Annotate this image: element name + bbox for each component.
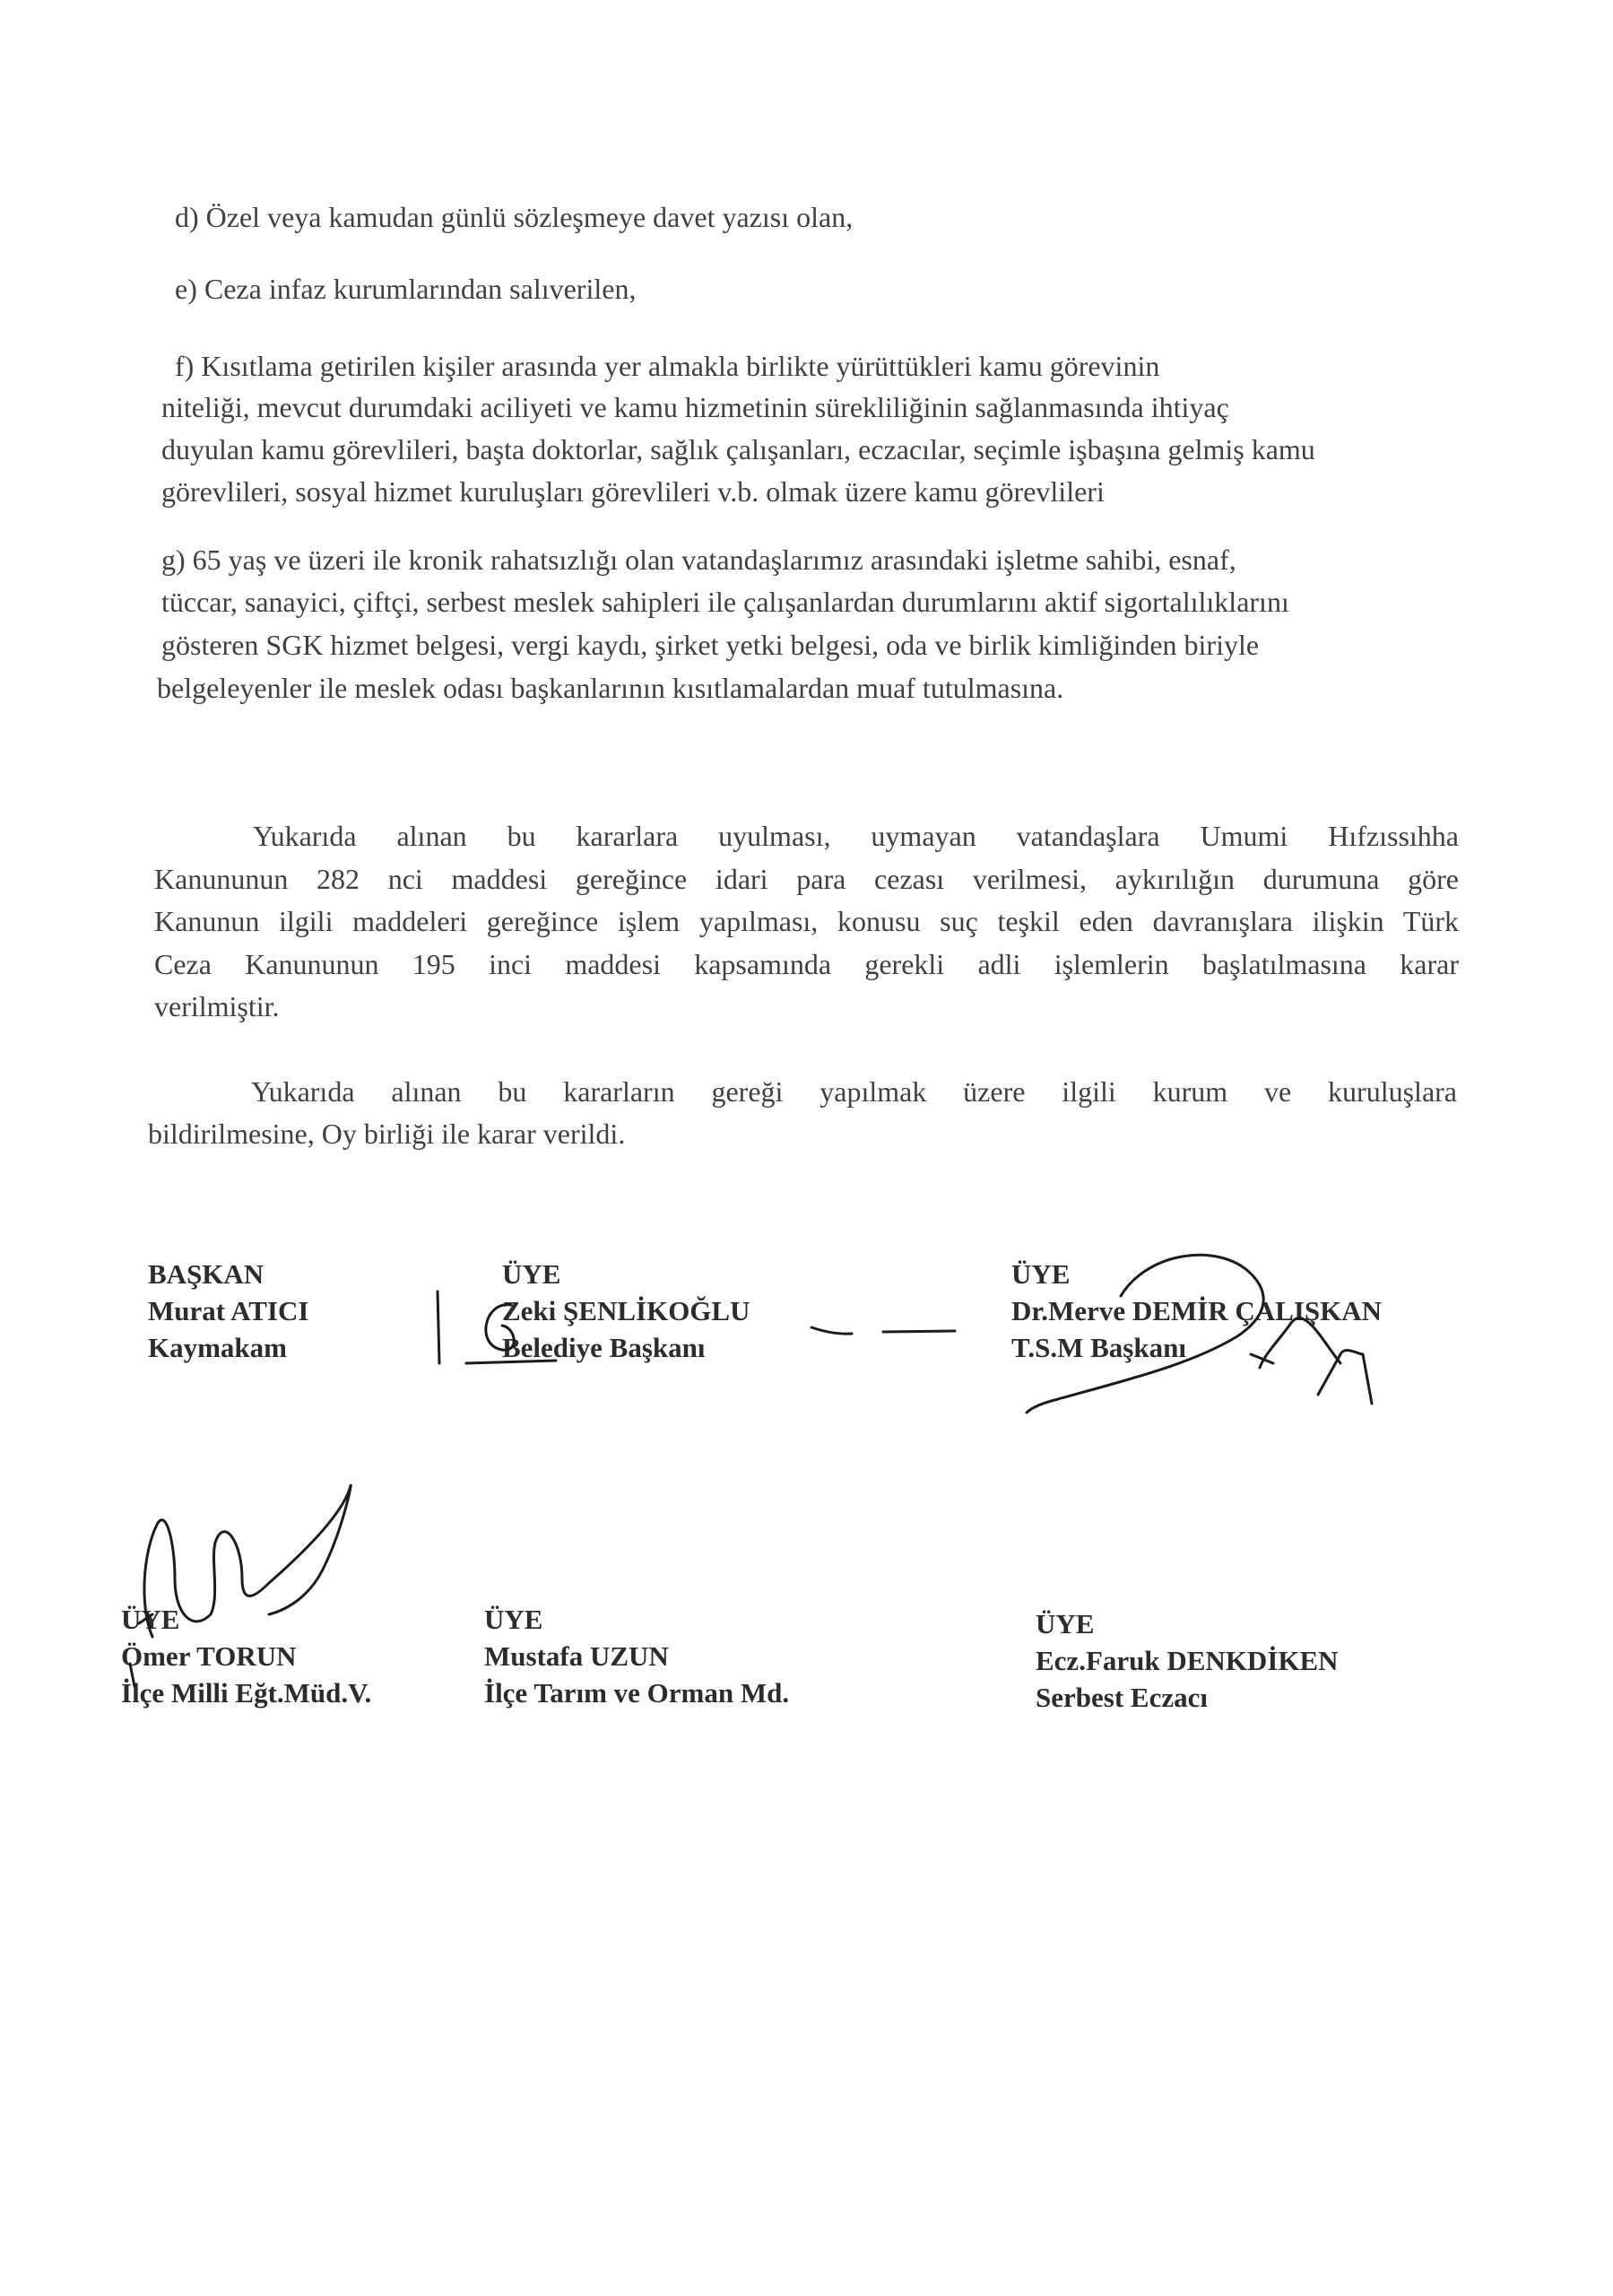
signatory-role: BAŞKAN [148,1258,264,1290]
signatory-milli-egitim [121,1601,371,1711]
signatory-title: İlçe Tarım ve Orman Md. [484,1677,790,1709]
signatory-eczaci [1036,1605,1339,1716]
signatory-title: İlçe Milli Eğt.Müd.V. [121,1677,372,1709]
notification-line-1: Yukarıda alınan bu kararların gereği yapılmak üzere ilgili kurum ve kuruluşlara [251,1075,1457,1108]
signatory-role: ÜYE [1011,1258,1071,1290]
signatory-tarim [484,1601,789,1711]
item-f-line-3: duyulan kamu görevlileri, başta doktorlar, sağlık çalışanları, eczacılar, seçimle işbaşına gelmiş kamu [161,433,1315,465]
signatory-title: Kaymakam [148,1332,287,1363]
item-f-line-1: f) Kısıtlama getirilen kişiler arasında yer almakla birlikte yürüttükleri kamu görevinin [175,350,1160,382]
signatory-role: ÜYE [121,1604,180,1635]
signatory-belediye [502,1256,750,1366]
decision-line-2: Kanununun 282 nci maddesi gereğince idari para cezası verilmesi, aykırılığın durumuna göre [154,863,1459,895]
decision-line-1: Yukarıda alınan bu kararlara uyulması, uymayan vatandaşlara Umumi Hıfzıssıhha [253,820,1459,852]
signatory-name: Dr.Merve DEMİR ÇALIŞKAN [1011,1295,1383,1326]
signatory-role: ÜYE [502,1258,561,1290]
signatory-title: Belediye Başkanı [502,1332,706,1363]
notification-line-2: bildirilmesine, Oy birliği ile karar verildi. [148,1118,626,1150]
signatory-name: Ecz.Faruk DENKDİKEN [1036,1645,1339,1676]
item-g-line-4: belgeleyenler ile meslek odası başkanlarının kısıtlamalardan muaf tutulmasına. [157,672,1064,704]
signatory-name: Ömer TORUN [121,1640,297,1672]
item-e: e) Ceza infaz kurumlarından salıverilen, [175,273,637,305]
decision-line-4: Ceza Kanununun 195 inci maddesi kapsamında gerekli adli işlemlerin başlatılmasına karar [154,948,1459,980]
signatory-title: Serbest Eczacı [1036,1682,1208,1713]
decision-line-3: Kanunun ilgili maddeleri gereğince işlem yapılması, konusu suç teşkil eden davranışlara ilişkin Türk [154,905,1459,937]
item-f-line-4: görevlileri, sosyal hizmet kuruluşları görevlileri v.b. olmak üzere kamu görevlileri [161,475,1105,508]
signatory-baskan [148,1256,308,1366]
item-g-line-2: tüccar, sanayici, çiftçi, serbest meslek sahipleri ile çalışanlardan durumlarını aktif sigortalılıklarını [161,586,1289,618]
signatory-tsm [1011,1256,1382,1366]
signatory-title: T.S.M Başkanı [1011,1332,1186,1363]
item-f-line-2: niteliği, mevcut durumdaki aciliyeti ve kamu hizmetinin sürekliliğinin sağlanmasında ihtiyaç [161,391,1229,423]
signatory-role: ÜYE [1036,1608,1095,1639]
signatory-name: Mustafa UZUN [484,1640,669,1672]
signature-baskan [438,1292,439,1363]
item-d: d) Özel veya kamudan günlü sözleşmeye davet yazısı olan, [175,201,854,233]
decision-line-5: verilmiştir. [154,990,280,1022]
signatory-name: Murat ATICI [148,1295,309,1326]
signatory-role: ÜYE [484,1604,543,1635]
signatory-name: Zeki ŞENLİKOĞLU [502,1295,750,1326]
item-g-line-3: gösteren SGK hizmet belgesi, vergi kaydı, şirket yetki belgesi, oda ve birlik kimliğinden biriyle [161,629,1260,661]
item-g-line-1: g) 65 yaş ve üzeri ile kronik rahatsızlığı olan vatandaşlarımız arasındaki işletme sahibi, esnaf, [161,544,1236,576]
